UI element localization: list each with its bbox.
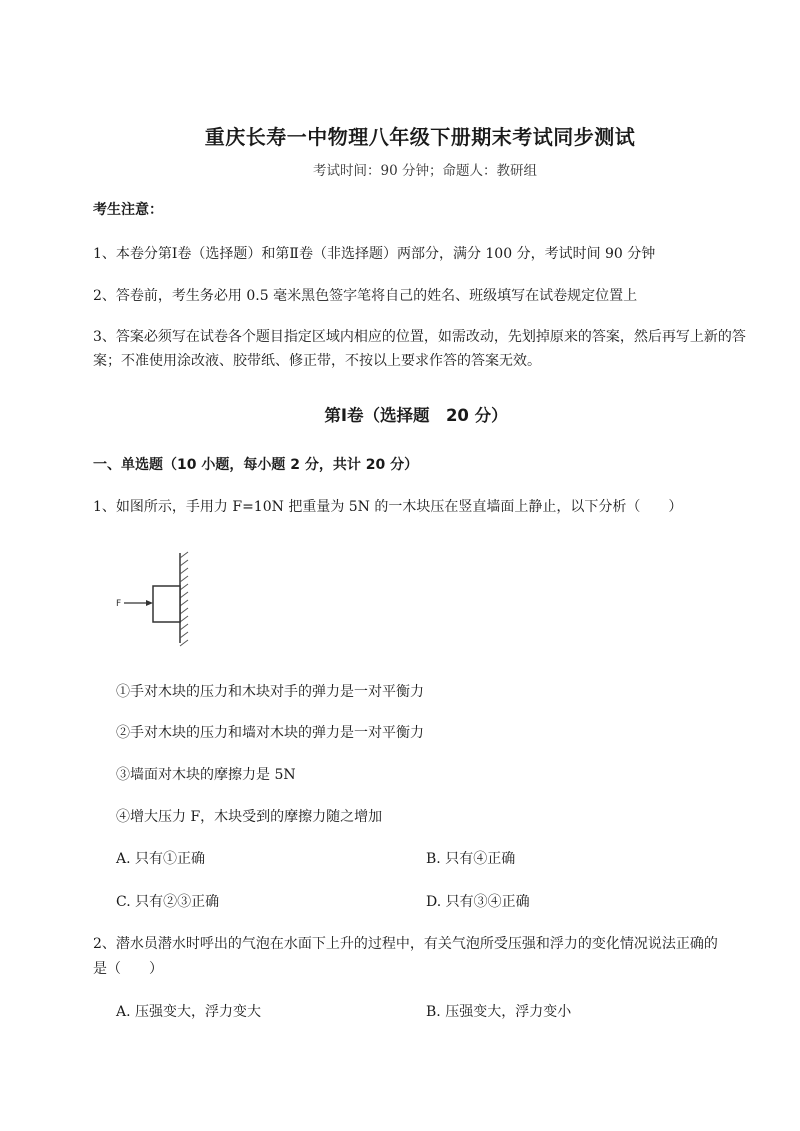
q2-option-b[interactable]: B. 压强变大，浮力变小 [426,1004,572,1020]
notice-item-3: 3、答案必须写在试卷各个题目指定区域内相应的位置，如需改动，先划掉原来的答案，然后再写上新的答案；不准使用涂改液、胶带纸、修正带，不按以上要求作答的答案无效。 [93,329,746,369]
question-1-stem: 1、如图所示，手用力 F=10N 把重量为 5N 的一木块压在竖直墙面上静止，以下分析（ ） [93,499,683,515]
notice-item-1: 1、本卷分第Ⅰ卷（选择题）和第Ⅱ卷（非选择题）两部分，满分 100 分，考试时间 90 分钟 [93,246,656,262]
statement-3: ③墙面对木块的摩擦力是 5N [116,767,296,783]
part-heading: 一、单选题（10 小题，每小题 2 分，共计 20 分） [93,457,419,473]
section-title: 第Ⅰ卷（选择题 20 分） [324,406,508,425]
q1-option-b[interactable]: B. 只有④正确 [426,851,516,867]
notice-heading: 考生注意： [93,202,163,218]
q2-option-a[interactable]: A. 压强变大，浮力变大 [116,1004,262,1020]
exam-title: 重庆长寿一中物理八年级下册期末考试同步测试 [204,125,636,149]
question-2-stem-line2: 是（ ） [93,961,163,977]
statement-4: ④增大压力 F，木块受到的摩擦力随之增加 [116,809,383,825]
question-2-stem-line1: 2、潜水员潜水时呼出的气泡在水面下上升的过程中，有关气泡所受压强和浮力的变化情况说法正确的 [93,936,718,952]
statement-1: ①手对木块的压力和木块对手的弹力是一对平衡力 [116,684,424,700]
q1-option-a[interactable]: A. 只有①正确 [116,851,206,867]
wall-block-figure [108,548,208,648]
statement-2: ②手对木块的压力和墙对木块的弹力是一对平衡力 [116,725,424,741]
notice-item-2: 2、答卷前，考生务必用 0.5 毫米黑色签字笔将自己的姓名、班级填写在试卷规定位置上 [93,288,638,304]
q1-option-c[interactable]: C. 只有②③正确 [116,894,220,910]
force-label: F [116,599,122,609]
q1-option-d[interactable]: D. 只有③④正确 [426,894,530,910]
exam-subtitle: 考试时间：90 分钟；命题人：教研组 [313,163,537,179]
